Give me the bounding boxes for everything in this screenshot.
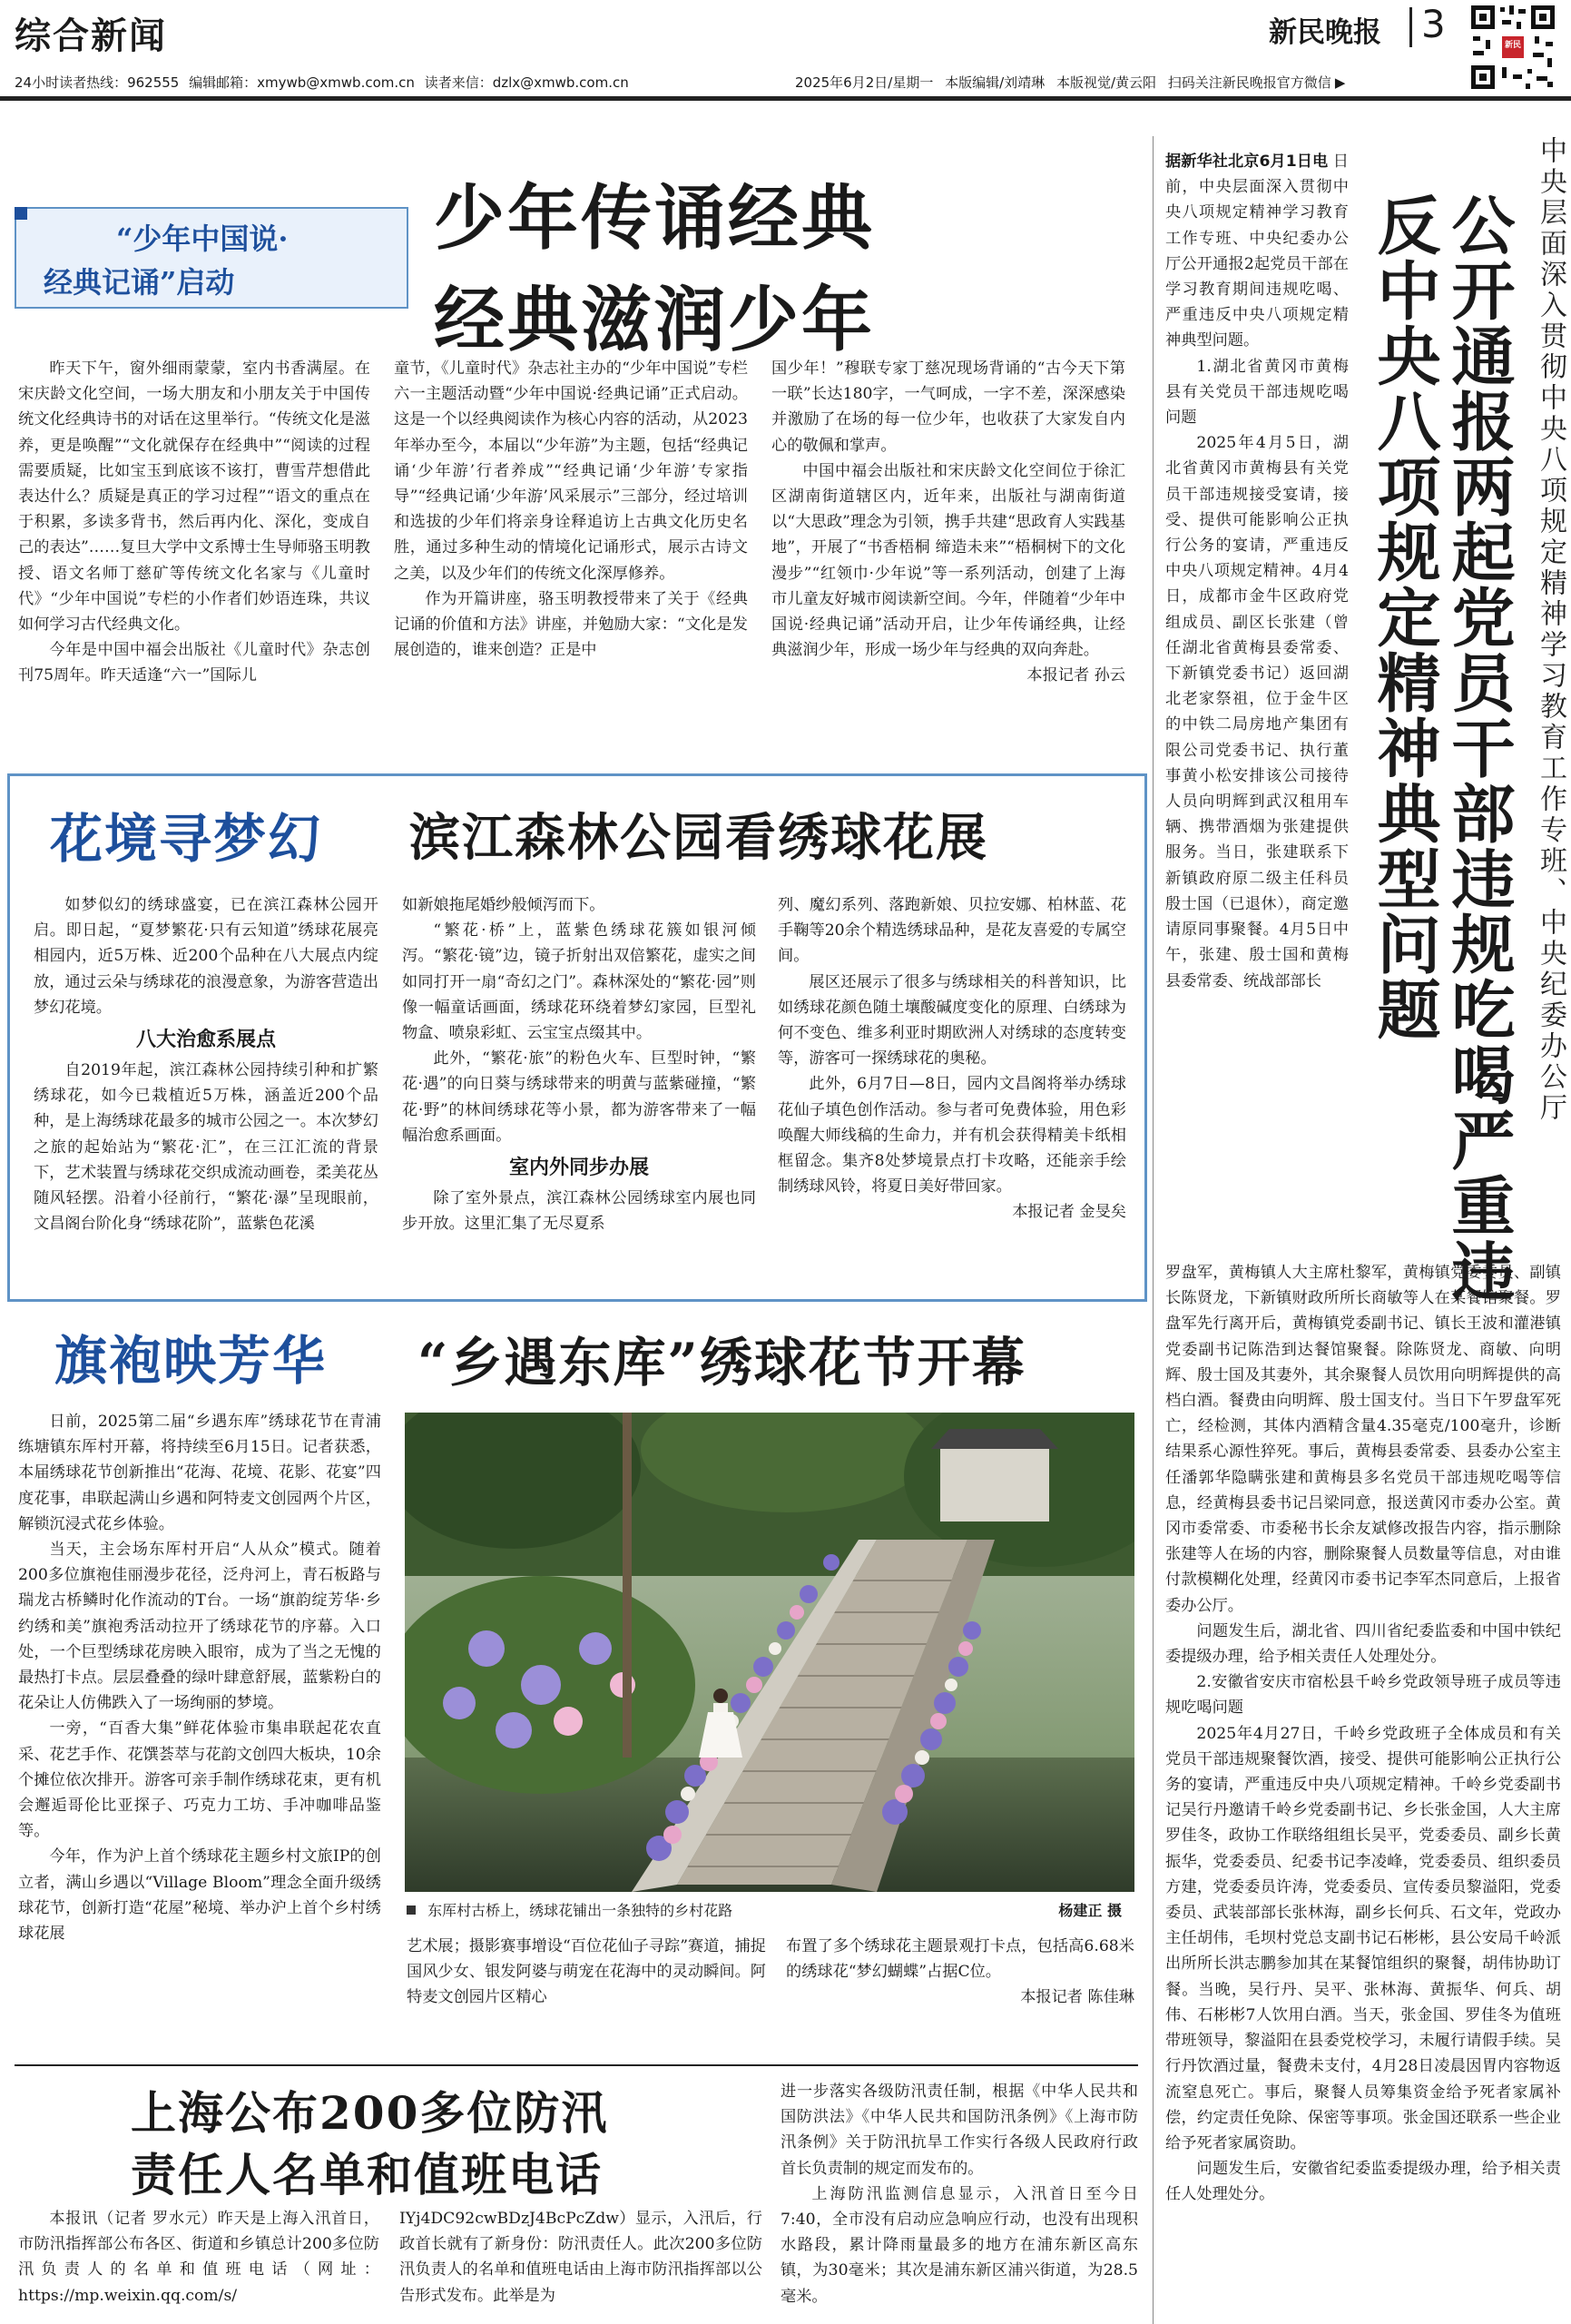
- story2-col-3: [778, 892, 1126, 1292]
- caption-square-icon: [407, 1905, 416, 1915]
- kicker-line-1: “少年中国说·: [116, 222, 289, 256]
- paper-name: 新民晚报: [1269, 16, 1381, 49]
- story1-para: 昨天下午，窗外细雨蒙蒙，室内书香满屋。在宋庆龄文化空间，一场大朋友和小朋友关于中国传统文化经典诗书的对话在这里举行。“传统文化是滋养，更是唤醒”“文化就保存在经典中”“阅读的过程需要质疑，比如宝玉到底该不该打，曹雪芹想借此表达什么？质疑是真正的学习过程”“语文的重点在于积累，多读多背书，然后再内化、深化，变成自己的表达”……复旦大学中文系博士生导师骆玉明教授、语文名师丁慈矿等传统文化名家与《儿童时代》“少年中国说”专栏的小作者们妙语连珠，共议如何学习古代经典文化。: [18, 359, 370, 635]
- page-visual: 本版视觉/黄云阳: [1056, 74, 1157, 91]
- story5-dateline-para: [1165, 149, 1349, 354]
- story5-case-heading: 1.湖北省黄冈市黄梅县有关党员干部违规吃喝问题: [1165, 357, 1349, 428]
- arrow-right-icon: ▶: [1334, 74, 1346, 91]
- masthead-rule: [0, 96, 1571, 101]
- story1-col-2: [394, 356, 748, 755]
- story2-para: 列、魔幻系列、落跑新娘、贝拉安娜、柏林蓝、花手鞠等20余个精选绣球品种，是花友喜爱的专属空间。: [778, 896, 1126, 966]
- story3-para: 艺术展；摄影赛事增设“百位花仙子寻踪”赛道，捕捉国风少女、银发阿婆与萌宠在花海中的灵动瞬间。阿特麦文创园片区精心: [407, 1937, 766, 2007]
- story1-para: 国少年！”穆联专家丁慈况现场背诵的“古今天下第一联”长达180字，一气呵成，一字不差，深深感染并激励了在场的每一位少年，也收获了大家发自内心的敬佩和掌声。: [771, 359, 1125, 455]
- page-editor: 本版编辑/刘靖琳: [945, 74, 1046, 91]
- story5-vertical-divider: [1153, 136, 1154, 2324]
- caption-text: 东厍村古桥上，绣球花铺出一条独特的乡村花路: [427, 1902, 733, 1919]
- story5-case-heading: 2.安徽省安庆市宿松县千岭乡党政领导班子成员等违规吃喝问题: [1165, 1673, 1561, 1718]
- kicker-box: [15, 207, 408, 309]
- photo-credit: 杨建正 摄: [1058, 1902, 1122, 1919]
- story2-para: 自2019年起，滨江森林公园持续引种和扩繁绣球花，如今已栽植近5万株，涵盖近200个品种，是上海绣球花最多的城市公园之一。本次梦幻之旅的起始站为“繁花·汇”，在三江汇流的背景下，艺术装置与绣球花交织成流动画卷，柔美花丛随风轻摆。沿着小径前行，“繁花·瀑”呈现眼前，文昌阁台阶化身“绣球花阶”，蓝紫色花溪: [34, 1061, 378, 1234]
- meta-line: [15, 73, 1458, 92]
- date-and-staff: [795, 73, 1345, 92]
- story1-col-1: [18, 356, 370, 755]
- story4-para: 本报讯（记者 罗水元）昨天是上海入汛首日，市防汛指挥部公布各区、街道和乡镇总计200多位防汛负责人的名单和值班电话（网址：https://mp.weixin.qq.com/s/: [18, 2210, 379, 2305]
- story1-para: 今年是中国中福会出版社《儿童时代》杂志创刊75周年。昨天适逢“六一”国际儿: [18, 641, 370, 685]
- story5-narrow-col: [1165, 149, 1349, 1258]
- reader-email: 读者来信：dzlx@xmwb.com.cn: [424, 74, 629, 91]
- story3-para: 今年，作为沪上首个绣球花主题乡村文旅IP的创立者，满山乡遇以“Village Bloom”理念全面升级绣球花节，创新打造“花屋”秘境、举办沪上首个乡村绣球花展: [18, 1847, 381, 1944]
- story5-dateline: 据新华社北京6月1日电: [1165, 153, 1329, 171]
- photo-caption: [405, 1899, 1134, 1920]
- page-number-divider: [1409, 7, 1412, 47]
- editor-email: 编辑邮箱：xmywb@xmwb.com.cn: [189, 74, 415, 91]
- story2-para: 如新娘拖尾婚纱般倾泻而下。: [402, 896, 605, 914]
- story2-para: 除了室外景点，滨江森林公园绣球室内展也同步开放。这里汇集了无尽夏系: [402, 1189, 756, 1234]
- story1-para: 作为开篇讲座，骆玉明教授带来了关于《经典记诵的价值和方法》讲座，并勉励大家：“文化是发展创造的，谁来创造？正是中: [394, 589, 748, 660]
- qr-code[interactable]: [1468, 2, 1558, 93]
- story2-subhead-2: 室内外同步办展: [508, 1157, 649, 1180]
- story1-headline-2: 经典滋润少年: [434, 280, 876, 361]
- kicker-line-2: 经典记诵”启动: [44, 265, 235, 300]
- story2-byline: 本报记者 金旻矣: [1012, 1203, 1126, 1222]
- story5-para: 问题发生后，湖北省、四川省纪委监委和中国中铁纪委提级办理，给予相关责任人处理处分。: [1165, 1621, 1561, 1667]
- story3-para: 当天，主会场东厍村开启“人从众”模式。随着200多位旗袍佳丽漫步花径，泛舟河上，青石板路与瑞龙古桥鳞时化作流动的T台。一场“旗韵绽芳华·乡约绣和美”旗袍秀活动拉开了绣球花节的序幕。入口处，一个巨型绣球花房映入眼帘，成为了当之无愧的最热打卡点。层层叠叠的绿叶肆意舒展，蓝紫粉白的花朵让人仿佛跌入了一场绚丽的梦境。: [18, 1541, 381, 1713]
- story3-byline: 本报记者 陈佳琳: [1020, 1988, 1134, 2007]
- story5-wide-col: [1165, 1260, 1561, 2324]
- story4-para: IYj4DC92cwBDzJ4BcPcZdw）显示，入汛后，行政首长就有了新身份：防汛责任人。此次200多位防汛负责人的名单和值班电话由上海市防汛指挥部以公告形式发布。此举是为: [399, 2210, 762, 2305]
- story2-col-1: [34, 892, 378, 1292]
- story3-headline: “乡遇东库”绣球花节开幕: [417, 1332, 1026, 1393]
- story1-para: 中国中福会出版社和宋庆龄文化空间位于徐汇区湖南街道辖区内，近年来，出版社与湖南街道以“大思政”理念为引领，携手共建“思政育人实践基地”，开展了“书香梧桐 缔造未来”“梧桐树下的文化漫步”“红领巾·少年说”等一系列活动，创建了上海市儿童友好城市阅读新空间。今年，伴随着“少年中国说·经典记诵”活动开启，让少年传诵经典，让经典滋润少年，形成一场少年与经典的双向奔赴。: [771, 461, 1125, 660]
- story4-col-1: [18, 2206, 379, 2322]
- story2-col-2: [402, 892, 756, 1292]
- story4-headline-2: 责任人名单和值班电话: [131, 2148, 603, 2201]
- story1-byline: 本报记者 孙云: [1026, 666, 1125, 685]
- story1-col-3: [771, 356, 1125, 755]
- story3-col-3: [786, 1934, 1134, 2061]
- story2-tag: 花境寻梦幻: [50, 808, 323, 870]
- story4-para: 进一步落实各级防汛责任制，根据《中华人民共和国防洪法》《中华人民共和国防汛条例》《上海市防汛条例》关于防汛抗旱工作实行各级人民政府行政首长负责制的规定而发布的。: [781, 2083, 1138, 2178]
- section-title: 综合新闻: [15, 15, 167, 57]
- reader-hotline: 24小时读者热线：962555: [15, 74, 180, 91]
- qr-tip: 扫码关注新民晚报官方微信: [1167, 74, 1331, 91]
- story3-para: 一旁，“百香大集”鲜花体验市集串联起花农直采、花艺手作、花馔荟萃与花韵文创四大板块，10余个摊位依次排开。游客可亲手制作绣球花束，更有机会邂逅哥伦比亚探子、巧克力工坊、手冲咖啡品鉴等。: [18, 1719, 381, 1841]
- story2-headline: 滨江森林公园看绣球花展: [409, 808, 988, 868]
- story3-photo: [405, 1413, 1134, 1892]
- qr-center-label: 新民: [1504, 41, 1521, 50]
- story3-para: 布置了多个绣球花主题景观打卡点，包括高6.68米的绣球花“梦幻蝴蝶”占据C位。: [786, 1937, 1134, 1982]
- story3-para: 日前，2025第二届“乡遇东库”绣球花节在青浦练塘镇东厍村开幕，将持续至6月15日。记者获悉，本届绣球花节创新推出“花海、花境、花影、花宴”四度花事，串联起满山乡遇和阿特麦文创园两个片区，解锁沉浸式花乡体验。: [18, 1413, 381, 1533]
- story1-para: 童节，《儿童时代》杂志社主办的“少年中国说”专栏六一主题活动暨“少年中国说·经典记诵”正式启动。这是一个以经典阅读作为核心内容的活动，从2023年举办至今，本届以“少年游”为主题，包括“经典记诵‘少年游’行者养成”“经典记诵‘少年游’专家指导”“经典记诵‘少年游’风采展示”三部分，经过培训和选拔的少年们将亲身诠释追访上古典文化历史名胜，通过多种生动的情境化记诵形式，展示古诗文之美，以及少年们的传统文化深厚修养。: [394, 359, 748, 583]
- story2-box: [7, 773, 1147, 1302]
- story2-para: “繁花·桥”上，蓝紫色绣球花簇如银河倾泻。“繁花·镜”边，镜子折射出双倍繁花，虚实之间如同打开一扇“奇幻之门”。森林深处的“繁花·园”则像一幅童话画面，绣球花环绕着梦幻家园，巨型礼物盒、喷泉彩虹、云宝宝点缀其中。: [402, 921, 756, 1043]
- publish-date: 2025年6月2日/星期一: [795, 74, 934, 91]
- divider-story4: [15, 2064, 1138, 2066]
- story2-para: 如梦似幻的绣球盛宴，已在滨江森林公园开启。即日起，“夏梦繁花·只有云知道”绣球花展亮相园内，近5万株、近200个品种在八大展点内绽放，通过云朵与绣球花的浪漫意象，为游客营造出梦幻花境。: [34, 896, 378, 1017]
- story5-para: 2025年4月5日，湖北省黄冈市黄梅县有关党员干部违规接受宴请，接受、提供可能影响公正执行公务的宴请，严重违反中央八项规定精神。4月4日，成都市金牛区政府党组成员、副区长张建（曾任湖北省黄梅县委常委、下新镇党委书记）返回湖北老家祭祖，位于金牛区的中铁二局房地产集团有限公司党委书记、执行董事黄小松安排该公司接待人员向明辉到武汉租用车辆、携带酒烟为张建提供服务。当日，张建联系下新镇政府原二级主任科员殷士国（已退休），商定邀请原同事聚餐。4月5日中午，张建、殷士国和黄梅县委常委、统战部部长: [1165, 434, 1349, 990]
- story3-tag: 旗袍映芳华: [54, 1330, 328, 1392]
- page-number: 3: [1421, 2, 1446, 46]
- story4-headline-1: 上海公布200多位防汛: [131, 2086, 609, 2140]
- story3-col-2: [407, 1934, 766, 2061]
- story3-col-1: [18, 1409, 381, 2063]
- kicker-accent: [15, 207, 27, 220]
- story4-para: 上海防汛监测信息显示，入汛首日至今日7:40，全市没有启动应急响应行动，也没有出现积水路段，累计降雨量最多的地方在浦东新区高东镇，为30毫米；其次是浦东新区浦兴街道，为28.5毫米。: [781, 2184, 1138, 2306]
- story1-headline-1: 少年传诵经典: [434, 178, 876, 260]
- story5-headline: 公开通报两起党员干部违规吃喝严重违反中央八项规定精神典型问题: [1367, 192, 1516, 1304]
- story5-deck: 中央层面深入贯彻中央八项规定精神学习教育工作专班、中央纪委办公厅: [1535, 136, 1566, 1124]
- story4-col-3: [781, 2079, 1138, 2322]
- story2-para: 此外，6月7日—8日，园内文昌阁将举办绣球花仙子填色创作活动。参与者可免费体验，用色彩唤醒大师线稿的生命力，并有机会获得精美卡纸相框留念。集齐8处梦境景点打卡攻略，还能亲手绘制绣球风铃，将夏日美好带回家。: [778, 1075, 1126, 1196]
- story5-lead: 日前，中央层面深入贯彻中央八项规定精神学习教育工作专班、中央纪委办公厅公开通报2起党员干部在学习教育期间违规吃喝、严重违反中央八项规定精神典型问题。: [1165, 153, 1349, 350]
- story5-para: 罗盘军，黄梅镇人大主席杜黎军，黄梅镇党委委员、副镇长陈贤龙，下新镇财政所所长商敏等人在某餐馆聚餐。罗盘军先行离开后，黄梅镇党委副书记、镇长王波和灌港镇党委副书记陈浩到达餐馆聚餐。除陈贤龙、商敏、向明辉、殷士国及其妻外，其余聚餐人员饮用向明辉提供的高档白酒。餐费由向明辉、殷士国支付。当日下午罗盘军死亡，经检测，其体内酒精含量4.35毫克/100毫升，诊断结果系心源性猝死。事后，黄梅县委常委、县委办公室主任潘郭华隐瞒张建和黄梅县多名党员干部违规吃喝等信息，经黄梅县委书记吕梁同意，报送黄冈市委办公室。黄冈市委常委、市委秘书长余友斌修改报告内容，指示删除张建等人在场的内容，删除聚餐人员数量等信息，对由谁付款模糊化处理，经黄冈市委书记李军杰同意后，上报省委办公厅。: [1165, 1264, 1561, 1615]
- story4-col-2: [399, 2206, 762, 2322]
- story2-para: 展区还展示了很多与绣球相关的科普知识，比如绣球花颜色随土壤酸碱度变化的原理、白绣球为何不变色、维多利亚时期欧洲人对绣球的态度转变等，游客可一探绣球花的奥秘。: [778, 972, 1126, 1068]
- story2-para: 此外，“繁花·旅”的粉色火车、巨型时钟，“繁花·遇”的向日葵与绣球带来的明黄与蓝紫碰撞，“繁花·野”的林间绣球花等小景，都为游客带来了一幅幅治愈系画面。: [402, 1049, 756, 1145]
- story5-para: 问题发生后，安徽省纪委监委提级办理，给予相关责任人处理处分。: [1165, 2160, 1561, 2204]
- story2-subhead-1: 八大治愈系展点: [135, 1029, 276, 1052]
- story5-para: 2025年4月27日，千岭乡党政班子全体成员和有关党员干部违规聚餐饮酒，接受、提供可能影响公正执行公务的宴请，严重违反中央八项规定精神。千岭乡党委副书记吴行丹邀请千岭乡党委副书记、乡长张金国，人大主席罗佳冬，政协工作联络组组长吴平，党委委员、副乡长黄振华，党委委员、纪委书记李凌峰，党委委员、组织委员方建，党委委员许涛，党委委员、宣传委员黎溢阳，党委委员、武装部部长张林海，副乡长何兵、石文年，党政办主任胡伟，毛坝村党总支副书记石彬彬，县公安局千岭派出所所长洪志鹏参加其在某餐馆组织的聚餐，胡伟协助订餐。当晚，吴行丹、吴平、张林海、黄振华、何兵、胡伟、石彬彬7人饮用白酒。当天，张金国、罗佳冬为值班带班领导，黎溢阳在县委党校学习，未履行请假手续。吴行丹饮酒过量，餐费未支付，4月28日凌晨因胃内容物返流窒息死亡。事后，聚餐人员筹集资金给予死者家属补偿，约定责任免除、保密等事项。张金国还联系一些企业给予死者家属资助。: [1165, 1724, 1561, 2152]
